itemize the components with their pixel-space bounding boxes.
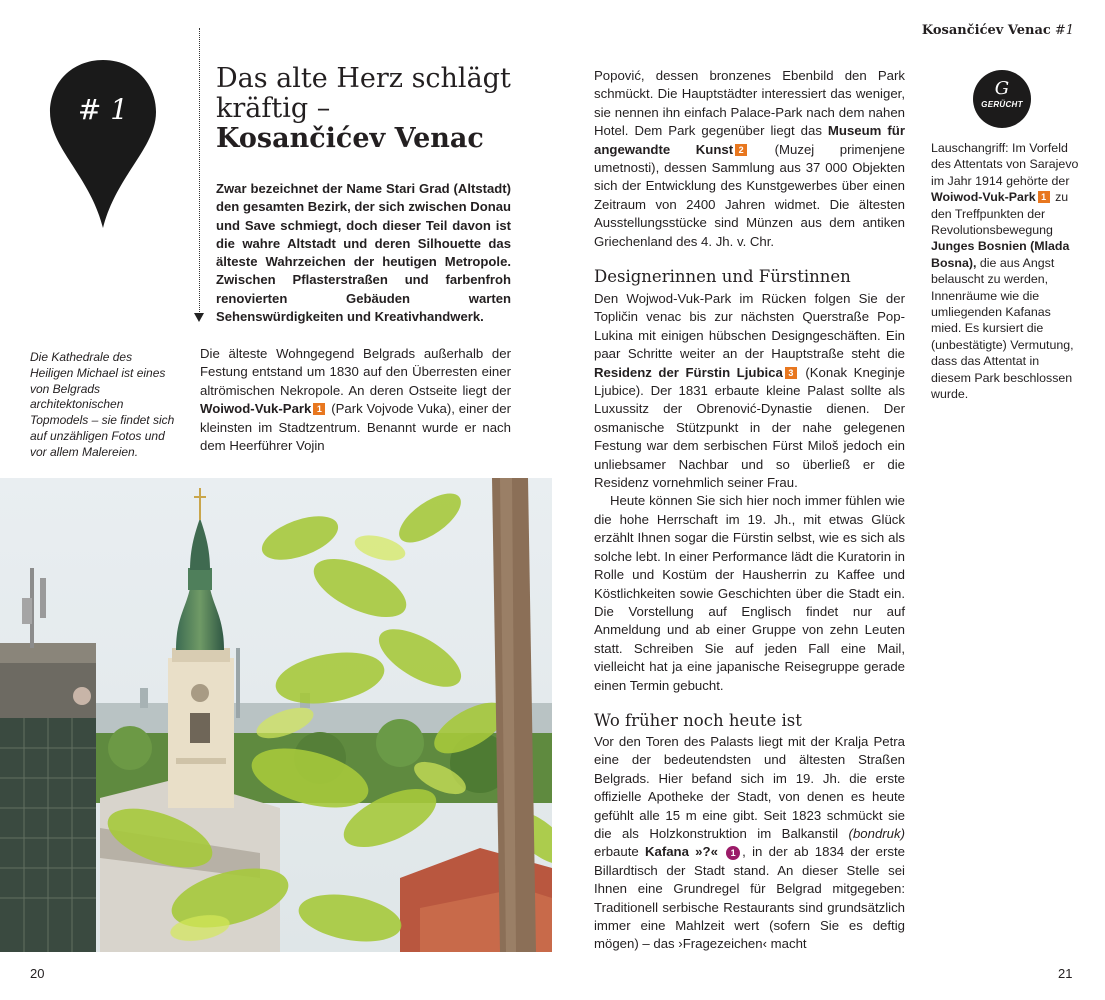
map-pin-icon: [48, 58, 158, 230]
dotted-divider: [199, 28, 200, 320]
poi-kafana: Kafana »?«: [644, 844, 718, 860]
rumor-word: GERÜCHT: [981, 100, 1023, 109]
body-paragraph-left: [200, 345, 511, 455]
paragraph: Heute können Sie sich hier noch immer fühlen wie die hohe Herrschaft im 19. Jh., mit etwas Glück erzählt Ihnen sogar die Fürstin selbst, wie es sich als solche lebt. In einer Performance lädt die Kuratorin in Rolle und Kostüm der Hausherrin zu Kaffee und Köstlichkeiten sowie Geschichten über die Stadt ein. Die Vorstellung auf Englisch findet nur auf Anmeldung und ab einer Gruppe von zehn Leuten statt. Schreiben Sie auf jeden Fall eine Mail, vielleicht hat ja eine japanische Reisegruppe gerade einen Termin gebucht.: [594, 493, 905, 693]
body-paragraph-museum: [594, 67, 905, 251]
arrow-down-icon: [194, 313, 204, 322]
rumor-letter: G: [994, 78, 1010, 99]
text-run: Popović, dessen bronzenes Ebenbild den Park schmückt. Die Hauptstädter interessiert das weniger, sie nennen ihn einfach Palace-Park nach dem nahen Hotel. Dem Park gegenüber liegt das: [594, 68, 905, 139]
page-number-right: 21: [1058, 966, 1073, 981]
text-run: (Park Vojvode Vuka), einer der kleinsten im Stadtzentrum. Benannt wurde er nach dem Heerführer Vojin: [200, 401, 511, 454]
headline-part1: Das alte Herz schlägt kräftig –: [216, 63, 511, 124]
headline: [216, 64, 516, 154]
poi-residence-ljubica: Residenz der Fürstin Ljubica: [594, 364, 783, 380]
text-run: die aus Angst belauscht zu werden, Innenräume wie die umliegenden Kafanas mied. Es kursiert die (unbestätigte) Vermutung, dass das Attentat in diesem Park beschlossen wurde.: [931, 255, 1074, 402]
poi-number-badge: 3: [785, 367, 797, 379]
text-run: Vor den Toren des Palasts liegt mit der Kralja Petra eine der bedeutendsten und ältesten Straßen Belgrads. Hier befand sich im 19. Jh. die erste offizielle Apotheke der Stadt, von denen es heute gefühlt alle 15 m eine gibt. Seit 1823 schmückt sie die als Holzkonstruktion im Balkanstil: [594, 734, 905, 842]
text-run: Die älteste Wohngegend Belgrads außerhalb der Festung entstand um 1830 auf den Überresten einer altrömischen Nekropole. An deren Ostseite liegt der: [200, 346, 511, 398]
pin-label: # 1: [77, 93, 129, 126]
headline-part2: Kosančićev Venac: [216, 123, 484, 154]
paragraph: [594, 290, 905, 492]
rumor-text: [931, 140, 1081, 403]
subheading-then-now: Wo früher noch heute ist: [594, 711, 802, 730]
text-run: Lauschangriff: Im Vorfeld des Attentats von Sarajevo im Jahr 1914 gehörte der: [931, 141, 1079, 188]
cathedral-photo: [0, 478, 552, 952]
poi-number-badge: 2: [735, 144, 747, 156]
text-run: , in der ab 1834 der erste Billardtisch der Stadt stand. An dieser Stelle sei Ihnen eine Grundregel für Belgrad mitgegeben: Traditionell serbische Restaurants sind grundsätzlich immer eine Mahlzeit wert (sofern Sie es deftig mögen) – das ›Fragezeichen‹ macht: [594, 844, 905, 952]
text-run-italic: (bondruk): [848, 826, 905, 842]
poi-woiwod-vuk-park: Woiwod-Vuk-Park: [931, 190, 1036, 205]
poi-woiwod-vuk-park: Woiwod-Vuk-Park: [200, 401, 312, 417]
poi-museum-applied-art: Museum für angewandte Kunst: [594, 123, 905, 157]
rumor-badge: [973, 70, 1031, 128]
running-head-title: Kosančićev Venac: [921, 23, 1051, 38]
poi-number-badge: 1: [1038, 191, 1050, 203]
text-run: (Konak Kneginje Ljubice). Der 1831 erbaute kleine Palast sollte als Luxussitz der Obrenović-Dynastie dienen. Der osmanische Stützpunkt in der nahe gelegenen Festung war dem serbischen Fürst Miloš jedoch ein unliebsamer Nachbar und so überließ er die Residenz vornehmlich seiner Frau.: [594, 364, 905, 491]
poi-number-badge: 1: [313, 403, 325, 415]
running-head: [880, 23, 1074, 38]
body-paragraph-kafana: [594, 733, 905, 954]
mlada-bosna: Junges Bosnien (Mlada Bosna),: [931, 239, 1070, 270]
text-run: Den Wojwod-Vuk-Park im Rücken folgen Sie der Topličin venac bis zur nächsten Querstraße Pop-Lukina mit einigen hübschen Designgeschäften. Ein paar Schritte weiter an der Hauptstraße steht die: [594, 291, 905, 362]
text-run: zu den Treffpunkten der Revolutionsbewegung: [931, 190, 1069, 238]
lead-paragraph: Zwar bezeichnet der Name Stari Grad (Altstadt) den gesamten Bezirk, der sich zwischen Donau und Save schmiegt, doch dieser Teil davon ist die wahre Altstadt und deren Silhouette das älteste Wahrzeichen der heutigen Metropole. Zwischen Pflasterstraßen und farbenfroh renovierten Gebäuden warten Sehenswürdigkeiten und Kreativhandwerk.: [216, 181, 511, 325]
photo-caption: Die Kathedrale des Heiligen Michael ist eines von Belgrads architektonischen Topmodels – sie findet sich auf unzähligen Fotos und vor allem Malereien.: [30, 350, 175, 459]
text-run: (Muzej primenjene umetnosti), dessen Sammlung aus 37 000 Objekten sich der Entwicklung des Kunstgewerbes über einen Zeitraum von 2400 Jahren widmet. Die ältesten Ausstellungsstücke sind Münzen aus dem antiken Griechenland des 4. Jh. v. Chr.: [594, 141, 905, 249]
page-number-left: 20: [30, 966, 45, 981]
body-paragraph-residence: [594, 290, 905, 695]
subheading-designers: Designerinnen und Fürstinnen: [594, 267, 851, 286]
text-run: erbaute: [594, 844, 645, 860]
poi-number-badge-purple: 1: [726, 846, 740, 860]
running-head-number: #1: [1054, 23, 1074, 38]
